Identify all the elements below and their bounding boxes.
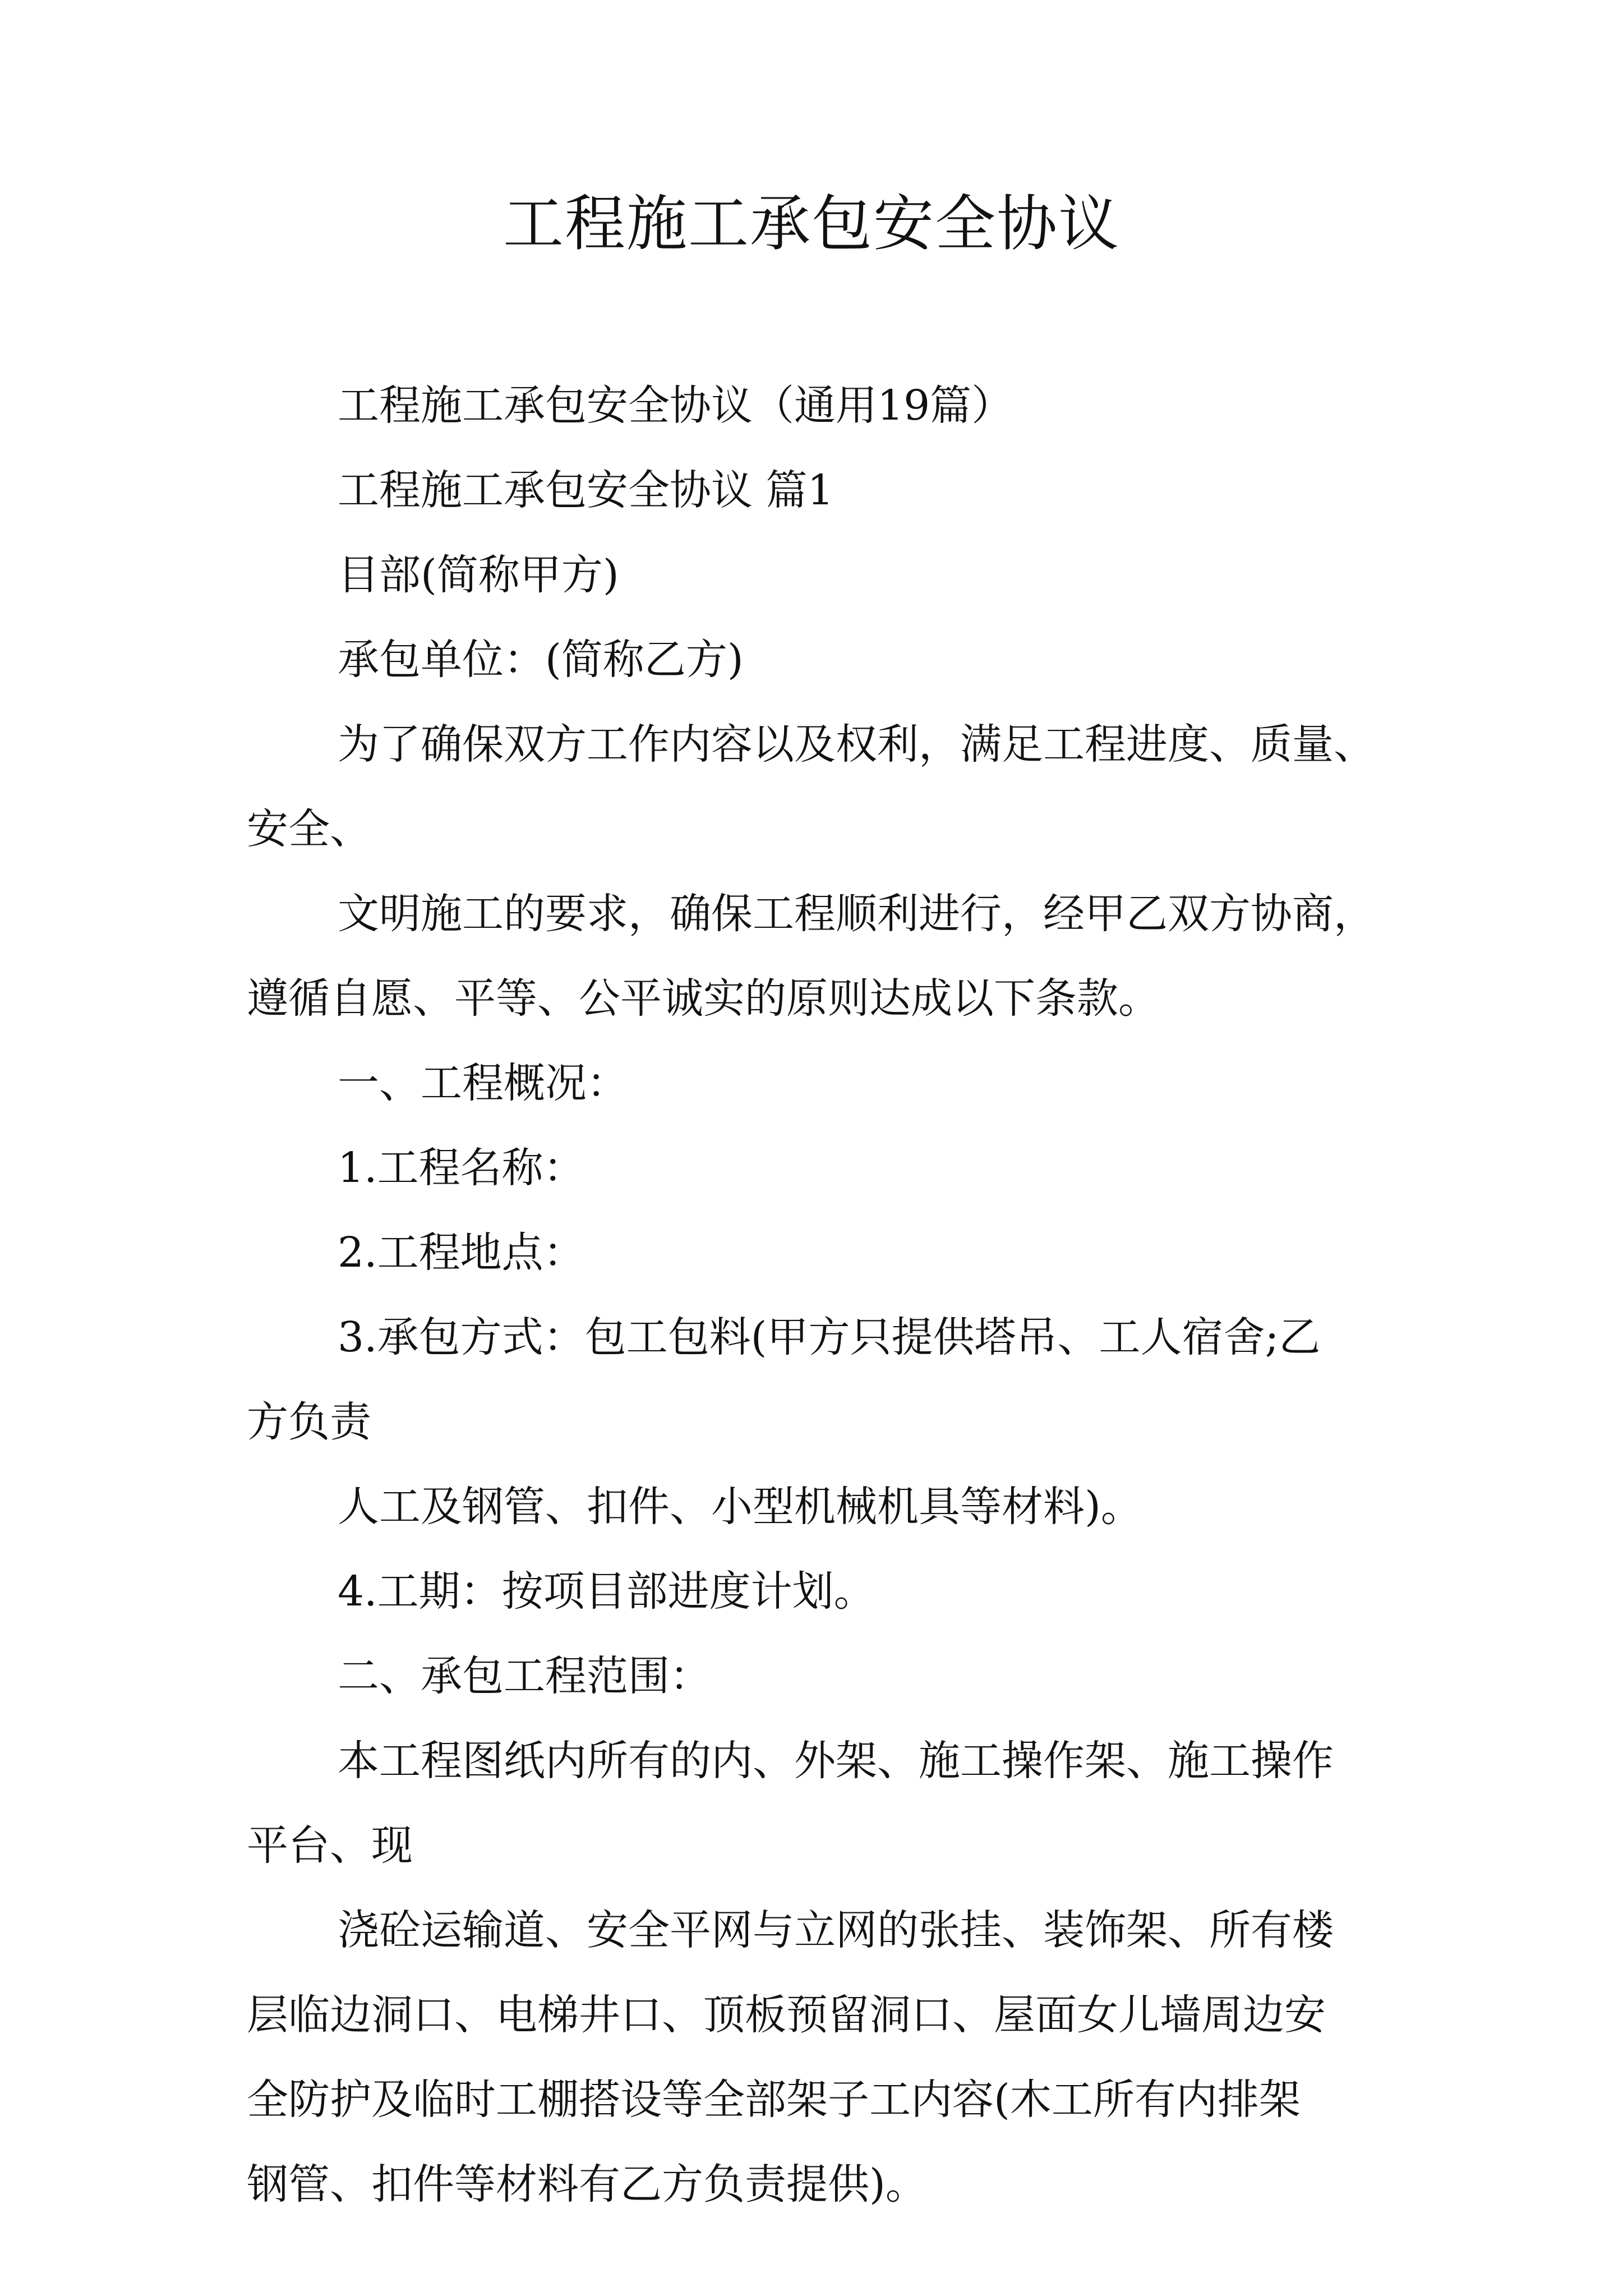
paragraph-line: 目部(简称甲方) — [338, 551, 619, 599]
paragraph-line: 二、承包工程范围： — [338, 1652, 711, 1700]
document-title: 工程施工承包安全协议 — [502, 189, 1120, 259]
paragraph-line: 本工程图纸内所有的内、外架、施工操作架、施工操作 — [338, 1737, 1334, 1785]
paragraph-line: 3.承包方式：包工包料(甲方只提供塔吊、工人宿舍;乙 — [338, 1313, 1321, 1361]
paragraph-line: 安全、 — [247, 805, 371, 853]
paragraph-line: 2.工程地点： — [338, 1228, 585, 1277]
paragraph-line: 平台、现 — [247, 1821, 413, 1870]
paragraph-line: 工程施工承包安全协议（通用19篇） — [338, 381, 1013, 430]
paragraph-line: 文明施工的要求，确保工程顺利进行，经甲乙双方协商， — [338, 890, 1375, 938]
paragraph-line: 1.工程名称： — [338, 1144, 585, 1192]
paragraph-line: 方负责 — [247, 1398, 371, 1446]
paragraph-line: 层临边洞口、电梯井口、顶板预留洞口、屋面女儿墙周边安 — [247, 1991, 1326, 2039]
paragraph-line: 人工及钢管、扣件、小型机械机具等材料)。 — [338, 1483, 1142, 1531]
paragraph-line: 一、工程概况： — [338, 1059, 628, 1107]
paragraph-line: 承包单位：(简称乙方) — [338, 636, 744, 684]
paragraph-line: 钢管、扣件等材料有乙方负责提供)。 — [247, 2160, 927, 2208]
document-body — [247, 364, 1391, 2227]
paragraph-line: 工程施工承包安全协议 篇1 — [338, 466, 834, 514]
paragraph-line: 为了确保双方工作内容以及权利，满足工程进度、质量、 — [338, 720, 1375, 769]
paragraph-line: 全防护及临时工棚搭设等全部架子工内容(木工所有内排架 — [247, 2076, 1301, 2124]
paragraph-line: 遵循自愿、平等、公平诚实的原则达成以下条款。 — [247, 974, 1160, 1023]
paragraph-line: 4.工期：按项目部进度计划。 — [338, 1567, 875, 1616]
paragraph-line: 浇砼运输道、安全平网与立网的张挂、装饰架、所有楼 — [338, 1906, 1334, 1954]
